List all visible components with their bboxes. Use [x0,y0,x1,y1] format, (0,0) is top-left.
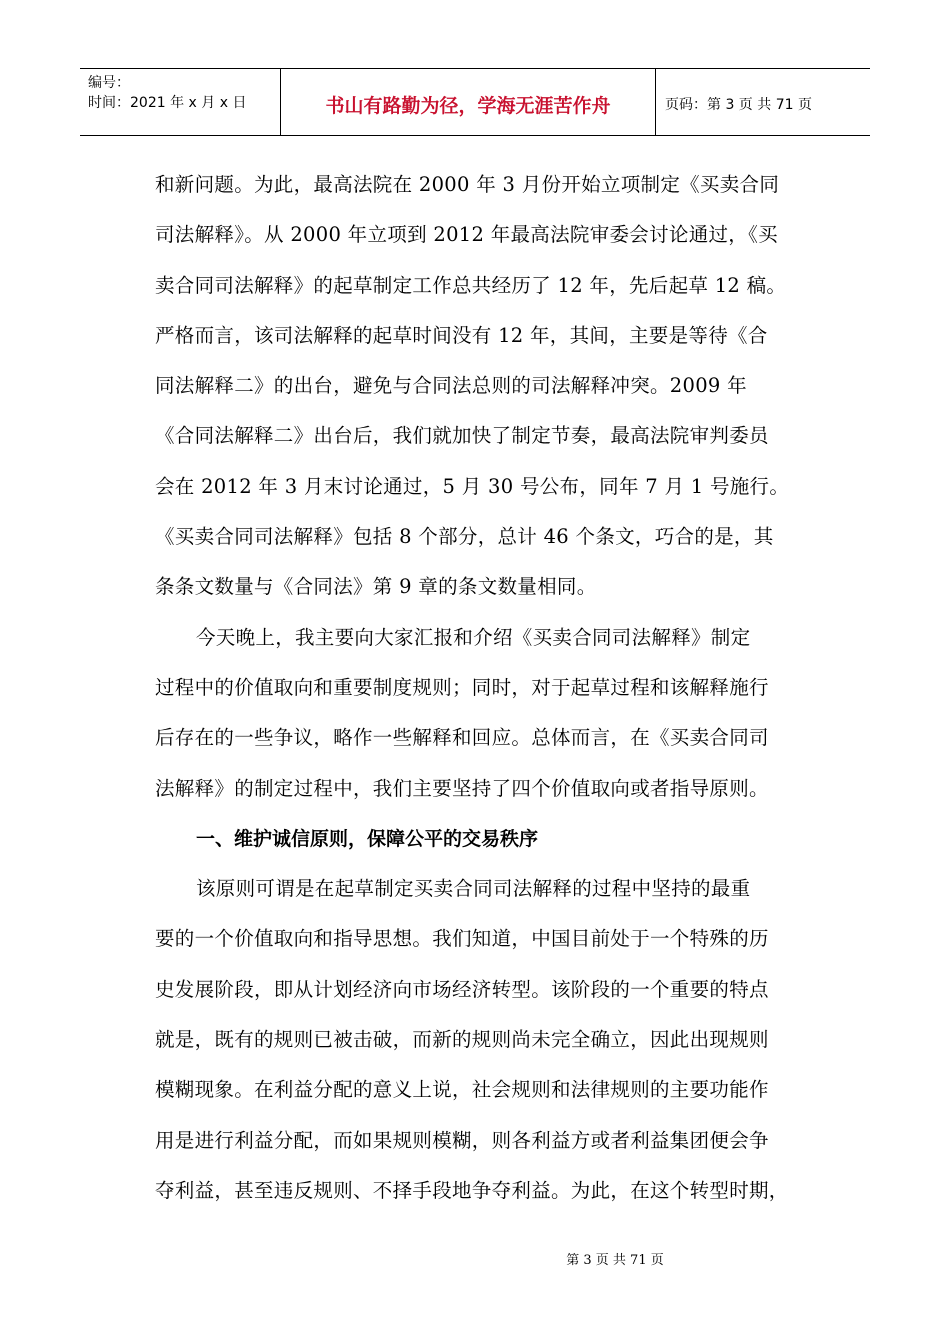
text-line: 就是，既有的规则已被击破，而新的规则尚未完全确立，因此出现规则 [155,1028,769,1052]
paragraph-1 [155,160,805,613]
text-line: 该原则可谓是在起草制定买卖合同司法解释的过程中坚持的最重 [196,877,751,901]
document-header [80,68,870,136]
header-motto: 书山有路勤为径，学海无涯苦作舟 [325,94,611,117]
text-line: 《买卖合同司法解释》包括 8 个部分，总计 46 个条文，巧合的是，其 [155,525,774,549]
text-line: 会在 2012 年 3 月末讨论通过，5 月 30 号公布，同年 7 月 1 号施行。 [155,474,790,498]
text-line: 卖合同司法解释》的起草制定工作总共经历了 12 年，先后起草 12 稿。 [155,273,787,297]
text-line: 《合同法解释二》出台后，我们就加快了制定节奏，最高法院审判委员 [155,424,769,448]
document-date-label: 时间：2021 年 x 月 x 日 [88,95,247,111]
header-page-info: 页码：第 3 页 共 71 页 [665,97,812,113]
text-line: 同法解释二》的出台，避免与合同法总则的司法解释冲突。2009 年 [155,374,747,398]
footer-page-number: 第 3 页 共 71 页 [566,1253,664,1268]
text-line: 要的一个价值取向和指导思想。我们知道，中国目前处于一个特殊的历 [155,927,769,951]
text-line: 模糊现象。在利益分配的意义上说，社会规则和法律规则的主要功能作 [155,1078,769,1102]
paragraph-3 [155,864,805,1216]
section-heading-1: 一、维护诚信原则，保障公平的交易秩序 [196,827,539,850]
page-footer [0,1249,950,1268]
text-line: 条条文数量与《合同法》第 9 章的条文数量相同。 [155,575,597,599]
document-body [155,160,805,1216]
text-line: 后存在的一些争议，略作一些解释和回应。总体而言，在《买卖合同司 [155,726,769,750]
text-line: 用是进行利益分配，而如果规则模糊，则各利益方或者利益集团便会争 [155,1128,769,1152]
text-line: 司法解释》。从 2000 年立项到 2012 年最高法院审委会讨论通过，《买 [155,223,778,247]
text-line: 过程中的价值取向和重要制度规则；同时，对于起草过程和该解释施行 [155,675,769,699]
document-number-label: 编号： [88,75,130,91]
header-motto-cell [281,69,656,135]
text-line: 今天晚上，我主要向大家汇报和介绍《买卖合同司法解释》制定 [196,625,751,649]
header-meta-cell [80,69,281,135]
text-line: 严格而言，该司法解释的起草时间没有 12 年，其间，主要是等待《合 [155,323,768,347]
text-line: 和新问题。为此，最高法院在 2000 年 3 月份开始立项制定《买卖合同 [155,173,780,196]
paragraph-2 [155,613,805,814]
header-page-cell [656,69,870,135]
text-line: 夺利益，甚至违反规则、不择手段地争夺利益。为此，在这个转型时期， [155,1178,789,1202]
text-line: 法解释》的制定过程中，我们主要坚持了四个价值取向或者指导原则。 [155,776,769,800]
text-line: 史发展阶段，即从计划经济向市场经济转型。该阶段的一个重要的特点 [155,977,769,1001]
